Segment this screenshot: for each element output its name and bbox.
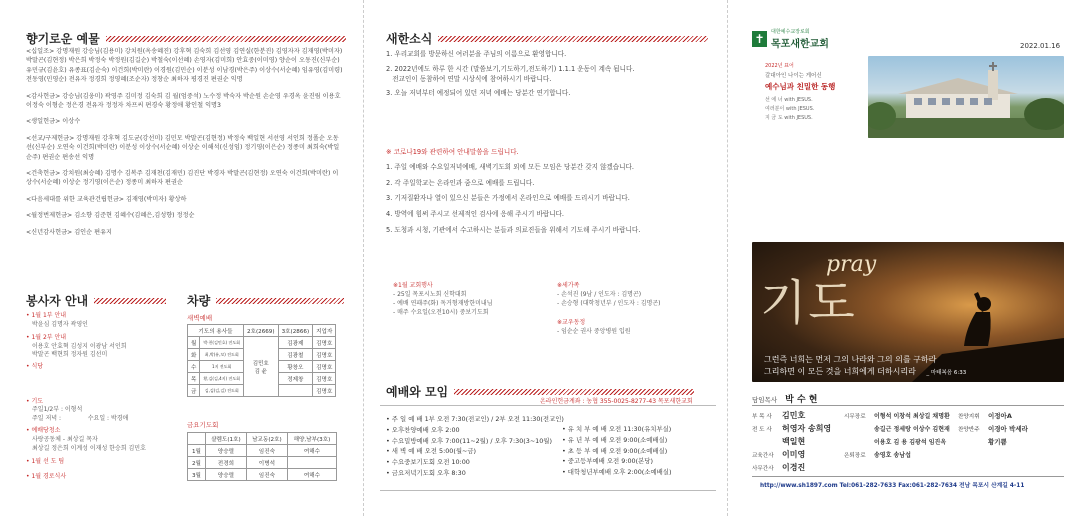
fold-line	[727, 0, 728, 516]
senior-pastor	[752, 392, 817, 405]
new-family-item: - 손승형 (대학청년부 / 인도자 : 김명곤)	[557, 300, 661, 307]
offering-paragraph: <십일조> 강명재원 강승님(김용미) 강치원(옥송혜진) 강후혁 김숙희 김선영 김연실(한분진) 김영자자 김재영(박미자) 박말곤(김현정) 박은희 박정숙 박정원(김길순) 박철숙(이선혜) 손영자(김미희) 안효중(이미영) 양순이 오동진(신부순) 유민규(김윤호) 유종표(김순숙) 이건희(박미란) 이경원(김민순) 이분성 이남경(박은주) 이상수(서순혜) 임유영(김미령) 전동영(민영순) 전유자 정경희 정영혜(조순자) 정창순 최하자 평경진 편권순 익명	[26, 48, 343, 84]
volunteer-item-body: 최상길 정은희 이계성 이재성 한승희 김민호	[32, 444, 146, 452]
table-cell: 1지 전도회	[200, 361, 244, 373]
pastor-name: 박 수 현	[785, 395, 818, 405]
family-news	[557, 281, 717, 336]
table-cell: 황,김(김,4지) 전도회	[200, 373, 244, 385]
volunteer-item-body: 박윤심 김명자 곽영인	[32, 320, 88, 328]
title-hatch	[454, 389, 694, 395]
worship-item: • 유 년 부 예 배 오전 9:00(소예배실)	[562, 435, 668, 444]
volunteer-item-head: • 1월 2부 안내	[26, 334, 67, 342]
table-cell: 임진숙	[246, 445, 287, 457]
staff-role: 찬양지휘	[958, 413, 980, 420]
friday-table	[187, 432, 337, 481]
worship-item: • 금요저녁기도회 오후 8:30	[386, 468, 466, 477]
table-cell: 김명호	[313, 361, 336, 373]
staff-role: 찬양반주	[958, 426, 980, 433]
new-family-item: - 손석진 (9남 / 인도자 : 김명곤)	[557, 291, 642, 298]
offering-paragraph: <신년감사헌금> 김인순 편유지	[26, 228, 113, 236]
staff-name: 김민호	[782, 411, 806, 420]
news-list	[386, 50, 706, 99]
theme-sub: 선 에 너 with JESUS.	[765, 97, 813, 103]
volunteer-item-head: • 1월 선 도 팀	[26, 458, 65, 466]
news-item: 2. 2022년에도 하루 한 시간 (말씀보기,기도하기,전도하기) 1.1.1 운동이 계속 됩니다.	[386, 64, 635, 73]
table-cell-line: 김 윤	[254, 368, 267, 375]
staff-name: 이경아 박세라	[988, 425, 1028, 433]
offering-paragraph: <다음세대를 위한 교육관건립헌금> 김재영(박미자) 황상하	[26, 195, 187, 203]
table-cell: 화	[188, 349, 200, 361]
worship-item: • 유 치 부 예 배 오전 11:30(유치부실)	[562, 425, 672, 433]
prayer-image	[752, 242, 1064, 382]
worship-item: • 수요밀방예배 오후 7:00(11~2월) / 오후 7:30(3~10월)	[386, 436, 552, 445]
offering-paragraph: <월정번제헌금> 김소향 김준현 김혜수(김혜은,김성향) 정정순	[26, 212, 195, 220]
offering-paragraph: <생일헌금> 이상수	[26, 118, 81, 126]
pastor-label: 담임목사	[752, 396, 778, 404]
table-header: 해양,남부(3호)	[287, 433, 336, 445]
table-cell: 월	[188, 337, 200, 349]
table-header: 기도의 용사들	[188, 325, 244, 337]
dawn-subtitle: 새벽예배	[187, 314, 213, 322]
worship-item: • 주 일 예 배 1부 오전 7:30(전교인) / 2부 오전 11:30(전교인)	[386, 415, 564, 423]
event-item: - 25일 목포시노회 신학대회	[393, 291, 467, 298]
table-cell: 황창오	[278, 361, 313, 373]
volunteer-item-body: 이용호 안효혁 김성지 이광남 서인희	[32, 342, 127, 350]
table-cell: 김광제	[278, 337, 313, 349]
table-header: 2호(2669)	[243, 325, 278, 337]
theme-line1: 갈대아인 나이는 게어신	[765, 73, 822, 79]
prayer-en: pray	[826, 252, 877, 277]
table-cell: 양승렬	[205, 445, 246, 457]
table-cell: 이병석	[246, 457, 287, 469]
member-news-title: ※교우동정	[557, 319, 586, 326]
volunteer-list	[26, 312, 176, 481]
verse-line1: 그런즉 너희는 먼저 그의 나라와 그의 의를 구하라	[764, 355, 937, 364]
staff-name: 송길근 정세랑 이상수 김현재	[874, 426, 950, 433]
dawn-table	[187, 324, 336, 397]
staff-role: 은퇴장로	[844, 452, 866, 459]
volunteer-item-body: 주일 저녁 : 수요일 : 박경애	[32, 414, 129, 422]
church-name: 목포새한교회	[771, 39, 829, 50]
staff-role: 부 목 사	[752, 413, 772, 420]
table-row	[188, 325, 336, 337]
fragrant-body	[26, 47, 344, 244]
staff-name: 이정아A	[988, 412, 1012, 420]
church-photo	[868, 56, 1064, 138]
fragrant-title: 향기로운 예물	[26, 32, 100, 46]
news-item: 전교인이 동참하여 연말 시상식에 참여하시기 바랍니다.	[386, 74, 552, 83]
table-cell: 김광철	[278, 349, 313, 361]
events-title: ※1월 교회행사	[393, 282, 433, 289]
title-hatch	[94, 298, 166, 304]
contact-footer: http://www.sh1897.com Tel:061-282-7633 Fax:061-282-7634 전남 목포시 산계길 4-11	[760, 483, 1025, 489]
title-hatch	[106, 36, 346, 42]
worship-item: • 수요중보기도회 오전 10:00	[386, 458, 470, 467]
staff-role: 사무간사	[752, 465, 774, 472]
worship-schedule-left	[386, 414, 564, 479]
table-cell: 김명호	[313, 373, 336, 385]
vehicle-header	[187, 292, 344, 309]
table-cell: 김명호	[313, 349, 336, 361]
table-cell: 수	[188, 361, 200, 373]
theme-block	[765, 62, 865, 121]
event-item: - 예배 연패주(화) 독거형재방한미내님	[393, 300, 493, 307]
table-cell: 박·천(김민호) 전도회	[200, 337, 244, 349]
staff-role: 전 도 사	[752, 426, 772, 433]
table-cell: 김,김(김,김) 전도회	[200, 385, 244, 397]
staff-name: 백일현	[782, 437, 806, 446]
new-family-title: ※세가족	[557, 282, 580, 289]
table-cell: 임진숙	[246, 469, 287, 481]
staff-name: 이형석 이창석 최상길 채명환	[874, 413, 950, 420]
member-news-item: - 임순순 권사 중앙병원 입원	[557, 328, 631, 335]
table-cell: 금	[188, 385, 200, 397]
divider	[752, 405, 1064, 406]
table-cell: 정제창	[278, 373, 313, 385]
table-header: 3호(2866)	[278, 325, 313, 337]
worship-item: • 새 벽 예 배 오전 5:00(월~금)	[386, 447, 477, 456]
staff-role: 교육간사	[752, 452, 774, 459]
news-title: 새한소식	[386, 32, 433, 46]
news-item: 3. 오늘 저녁부터 예정되어 있던 저녁 예배는 당분간 연기합니다.	[386, 89, 571, 98]
prayer-ko: 기도	[760, 275, 857, 331]
covid-item: 1. 주일 예배와 수요일저녁예배, 새벽기도회 외에 모든 모임은 당분간 갖지 않겠습니다.	[386, 162, 635, 171]
fragrant-header	[26, 30, 346, 47]
covid-item: 2. 각 주일학교는 온라인과 줌으로 예배를 드립니다.	[386, 178, 535, 187]
fold-line	[363, 0, 364, 516]
table-cell	[243, 337, 278, 397]
worship-item: • 오후찬양예배 오후 2:00	[386, 425, 460, 434]
worship-item: • 초 등 부 예 배 오전 9:00(소예배실)	[562, 446, 668, 455]
staff-list	[752, 410, 1064, 473]
covid-item: 4. 방역에 힘써 주시고 선제적인 검사에 응해 주시기 바랍니다.	[386, 210, 565, 219]
table-cell-line: 김민호	[252, 360, 269, 367]
table-row	[188, 445, 337, 457]
church-logo	[752, 28, 829, 50]
table-header: 지업자	[313, 325, 336, 337]
theme-year: 2022년 표어	[765, 63, 794, 69]
volunteer-item-head: • 식당	[26, 362, 44, 370]
offering-paragraph: <건축헌금> 강치원(최승혜) 김명수 김복주 김재천(김재민) 김진단 박경자 박말곤(김현정) 오연숙 이건희(박미란) 이상수(서순혜) 이상순 정기영(이은순) 정종미 최하자 편권순	[26, 170, 339, 187]
title-hatch	[438, 36, 708, 42]
table-cell	[278, 385, 313, 397]
table-row	[188, 337, 336, 349]
table-cell: 여해수	[287, 445, 336, 457]
divider	[752, 476, 1064, 477]
volunteer-item-head: • 기도	[26, 397, 44, 405]
online-account: 온라인헌금계좌 : 농협 355-0025-8277-43 목포새한교회	[540, 398, 693, 405]
staff-name: 황기쁨	[988, 438, 1007, 446]
table-cell: 여해수	[287, 469, 336, 481]
table-cell: 전경희	[205, 457, 246, 469]
theme-sub: 지 금 도 with JESUS.	[765, 115, 813, 121]
worship-item: • 중고등부예배 오전 9:00(본당)	[562, 457, 653, 466]
church-events	[393, 281, 543, 317]
staff-name: 송영호 송남섭	[874, 452, 911, 459]
church-building-icon	[868, 56, 1064, 138]
volunteer-item-head: • 1월 경로식사	[26, 472, 67, 480]
title-hatch	[216, 298, 344, 304]
verse-reference: _ 마태복음 6:33	[926, 370, 967, 376]
verse-text: 그리하면 이 모든 것을 너희에게 더하시리라	[764, 367, 916, 376]
volunteer-title: 봉사자 안내	[26, 294, 89, 308]
volunteer-item-body: 사랑공동체 - 최상길 목자	[32, 435, 98, 443]
event-item: - 매주 수요일(오전10시) 중보기도회	[393, 309, 489, 316]
cross-icon: ✝	[752, 31, 767, 47]
table-header: 샬렘도(1호)	[205, 433, 246, 445]
offering-paragraph: <선교/구제헌금> 강명재원 강후혁 김도균(강선미) 김민모 박말곤(김현정) 박정숙 백일현 서선영 서인희 정폴순 오동선(신부순) 오연숙 이건희(박미란) 이분성 이상수(서순혜) 이상순 이해석(신성임) 정기영(이은순) 정종미 최희숙(박일순주) 편권순 편송선 익명	[26, 134, 340, 161]
covid-title: ※ 코로나19와 관련하여 안내말씀을 드립니다.	[386, 148, 519, 156]
table-cell: 3월	[188, 469, 206, 481]
table-cell: 1월	[188, 445, 206, 457]
volunteer-item-body: 박말곤 백현희 정자원 김선미	[32, 351, 108, 359]
table-row	[188, 457, 337, 469]
volunteer-item-head: • 예배당청소	[26, 427, 61, 435]
worship-title: 예배와 모임	[386, 385, 449, 399]
worship-item: • 대학청년부예배 오후 2:00(소예배실)	[562, 468, 672, 477]
table-row	[188, 433, 337, 445]
table-cell: 김명호	[313, 337, 336, 349]
covid-notice	[386, 148, 706, 236]
bulletin-date: 2022.01.16	[1020, 42, 1061, 50]
staff-role: 시무장로	[844, 413, 866, 420]
worship-schedule-right	[562, 424, 671, 478]
denomination: 대한예수교장로회	[771, 29, 810, 35]
table-cell	[287, 457, 336, 469]
table-cell: 목	[188, 373, 200, 385]
staff-name: 이경진	[782, 463, 806, 472]
offering-paragraph: <감사헌금> 강승님(김웅미) 곽영주 김미정 김숙희 김 월(엄중석) 노수정 박숙자 박순원 손순영 우경옥 윤진림 이용호 이정숙 이형순 정은경 전유자 정정자 차프씨 편경숙 황정애 황인철 익명3	[26, 92, 341, 110]
theme-line2: 예수님과 친밀한 동행	[765, 82, 836, 91]
staff-name: 허영자 송희영	[782, 424, 832, 433]
table-header	[188, 433, 206, 445]
table-cell: 2월	[188, 457, 206, 469]
table-cell: 김명호	[313, 385, 336, 397]
news-header	[386, 30, 708, 47]
table-cell: 최,박(유,꼬) 전도회	[200, 349, 244, 361]
volunteer-item-body: 주일1/2부 : 이형석	[32, 406, 83, 414]
staff-name: 이용호 김 용 김광석 임진옥	[874, 439, 947, 446]
theme-sub: 여러분이 with JESUS.	[765, 106, 815, 112]
table-cell: 양승렬	[205, 469, 246, 481]
friday-subtitle: 금요기도회	[187, 421, 219, 429]
table-row	[188, 469, 337, 481]
covid-item: 3. 기저질환자나 열이 있으신 분들은 가정에서 온라인으로 예배를 드리시기 바랍니다.	[386, 194, 630, 203]
news-item: 1. 우리교회를 방문하신 여러분을 주님의 이름으로 환영합니다.	[386, 50, 567, 58]
verse-line2	[764, 366, 966, 377]
volunteer-item-head: • 1월 1부 안내	[26, 312, 67, 319]
volunteer-header	[26, 292, 166, 309]
vehicle-title: 차량	[187, 294, 211, 308]
table-header: 남교동(2호)	[246, 433, 287, 445]
staff-name: 이미영	[782, 450, 806, 459]
covid-item: 5. 도청과 시청, 기관에서 수고하시는 분들과 의료진들을 위해서 기도해 주시기 바랍니다.	[386, 225, 641, 234]
